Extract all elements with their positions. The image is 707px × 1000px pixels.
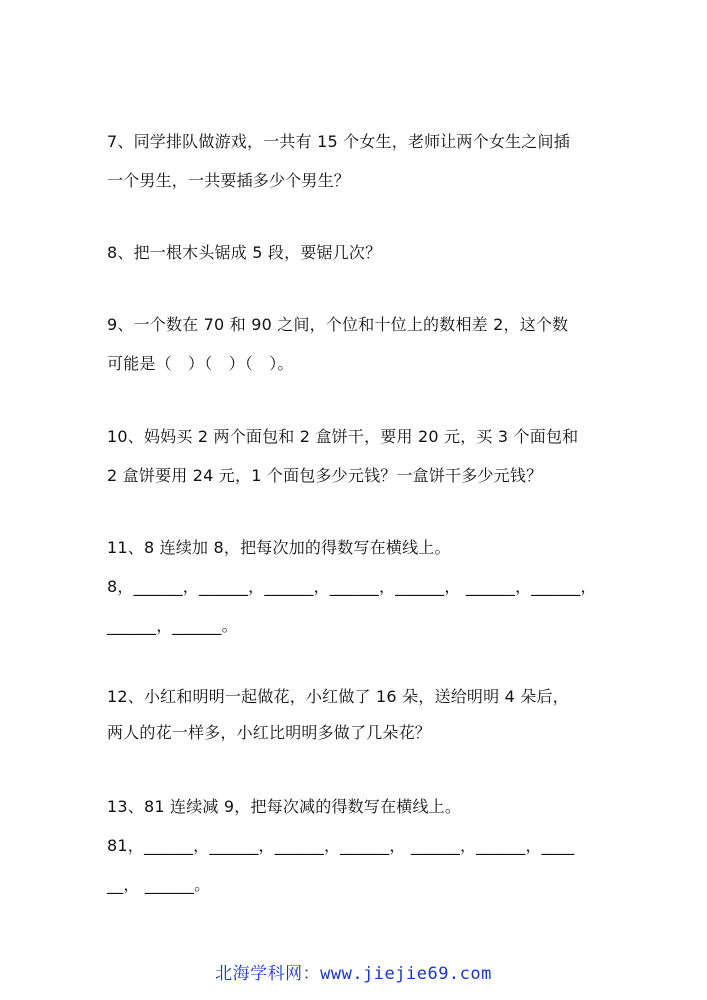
question-13-answer-blanks-2: __， ______。 xyxy=(107,875,211,894)
question-11-line-1: 11、8 连续加 8，把每次加的得数写在横线上。 xyxy=(107,538,451,557)
question-8-line-1: 8、把一根木头锯成 5 段，要锯几次？ xyxy=(107,243,382,262)
question-9-line-2: 可能是（ ）（ ）（ ）。 xyxy=(107,354,294,373)
footer-watermark xyxy=(0,962,707,986)
question-13-answer-blanks-1: 81，______，______，______，______， ______，______，____ xyxy=(107,836,575,855)
footer-site-name: 北海学科网： xyxy=(215,964,321,984)
question-9-line-1: 9、一个数在 70 和 90 之间，个位和十位上的数相差 2，这个数 xyxy=(107,315,569,334)
question-11-answer-blanks-2: ______，______。 xyxy=(107,616,238,635)
footer-url[interactable]: www.jiejie69.com xyxy=(320,964,492,984)
question-13-line-1: 13、81 连续减 9，把每次减的得数写在横线上。 xyxy=(107,797,462,816)
question-7-line-2: 一个男生，一共要插多少个男生？ xyxy=(107,171,351,190)
question-12-line-2: 两人的花一样多，小红比明明多做了几朵花？ xyxy=(107,723,432,742)
question-11-answer-blanks-1: 8，______，______，______，______，______， ______，______， xyxy=(107,577,597,596)
question-10-line-1: 10、妈妈买 2 两个面包和 2 盒饼干，要用 20 元，买 3 个面包和 xyxy=(107,427,579,446)
question-12-line-1: 12、小红和明明一起做花，小红做了 16 朵，送给明明 4 朵后， xyxy=(107,687,569,706)
question-7-line-1: 7、同学排队做游戏，一共有 15 个女生，老师让两个女生之间插 xyxy=(107,132,570,151)
question-10-line-2: 2 盒饼要用 24 元，1 个面包多少元钱？一盒饼干多少元钱？ xyxy=(107,466,543,485)
